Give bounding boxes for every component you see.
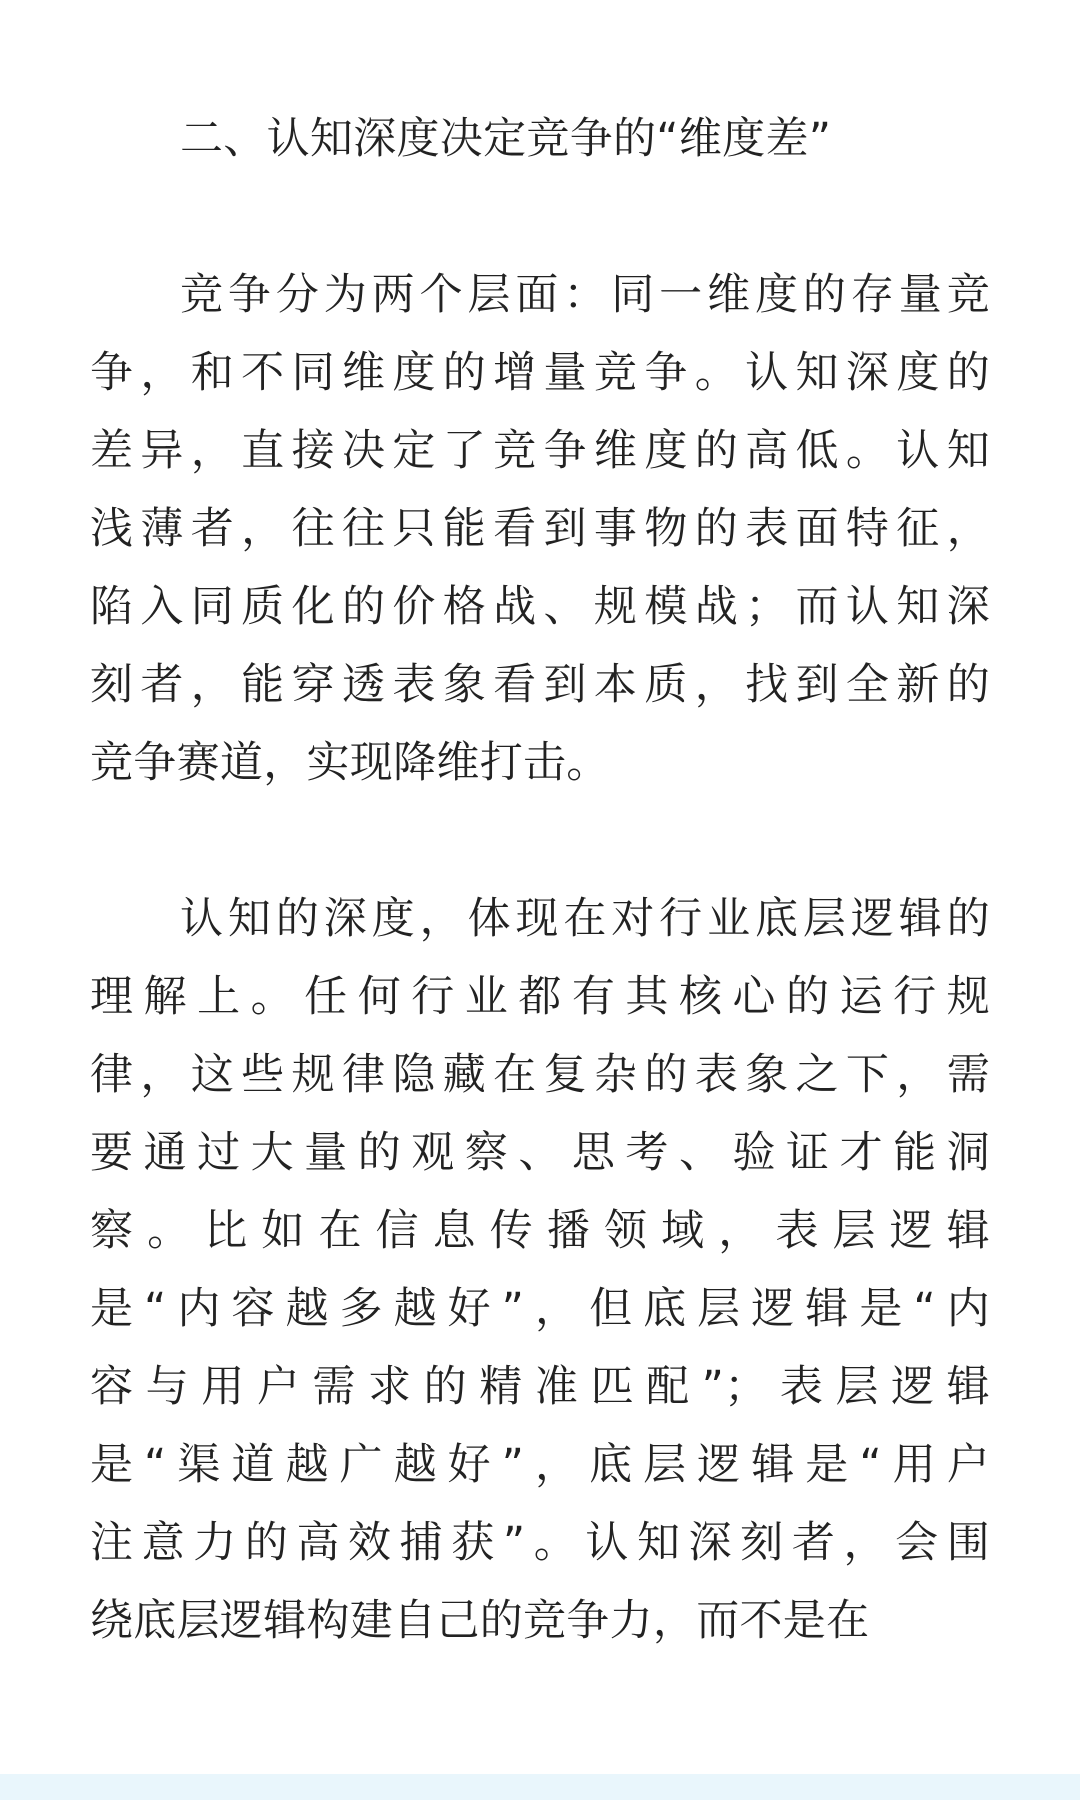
paragraph-1-line: 刻者，能穿透表象看到本质，找到全新的 bbox=[90, 660, 990, 710]
paragraph-2 bbox=[90, 880, 990, 1660]
paragraph-1-line: 争，和不同维度的增量竞争。认知深度的 bbox=[90, 348, 990, 398]
article-body bbox=[90, 100, 990, 1660]
paragraph-2-line: 容与用户需求的精准匹配”；表层逻辑 bbox=[90, 1362, 990, 1412]
paragraph-2-line: 是“内容越多越好”，但底层逻辑是“内 bbox=[90, 1284, 990, 1334]
paragraph-2-line: 要通过大量的观察、思考、验证才能洞 bbox=[90, 1128, 990, 1178]
paragraph-2-line: 认知的深度，体现在对行业底层逻辑的 bbox=[180, 894, 990, 944]
paragraph-1-line: 浅薄者，往往只能看到事物的表面特征， bbox=[90, 504, 990, 554]
paragraph-1 bbox=[90, 256, 990, 802]
paragraph-2-line: 察。比如在信息传播领域，表层逻辑 bbox=[90, 1206, 990, 1256]
paragraph-2-line: 注意力的高效捕获”。认知深刻者，会围 bbox=[90, 1518, 990, 1568]
paragraph-2-line: 律，这些规律隐藏在复杂的表象之下，需 bbox=[90, 1050, 990, 1100]
paragraph-2-line: 绕底层逻辑构建自己的竞争力，而不是在 bbox=[90, 1596, 870, 1646]
paragraph-spacer bbox=[90, 178, 990, 256]
paragraph-1-line: 竞争分为两个层面：同一维度的存量竞 bbox=[180, 270, 990, 320]
paragraph-1-line: 竞争赛道，实现降维打击。 bbox=[90, 738, 610, 788]
bottom-decorative-bar bbox=[0, 1774, 1080, 1800]
paragraph-1-line: 差异，直接决定了竞争维度的高低。认知 bbox=[90, 426, 990, 476]
paragraph-2-line: 理解上。任何行业都有其核心的运行规 bbox=[90, 972, 990, 1022]
paragraph-1-line: 陷入同质化的价格战、规模战；而认知深 bbox=[90, 582, 990, 632]
paragraph-spacer bbox=[90, 802, 990, 880]
paragraph-2-line: 是“渠道越广越好”，底层逻辑是“用户 bbox=[90, 1440, 990, 1490]
section-heading: 二、认知深度决定竞争的“维度差” bbox=[180, 114, 832, 164]
